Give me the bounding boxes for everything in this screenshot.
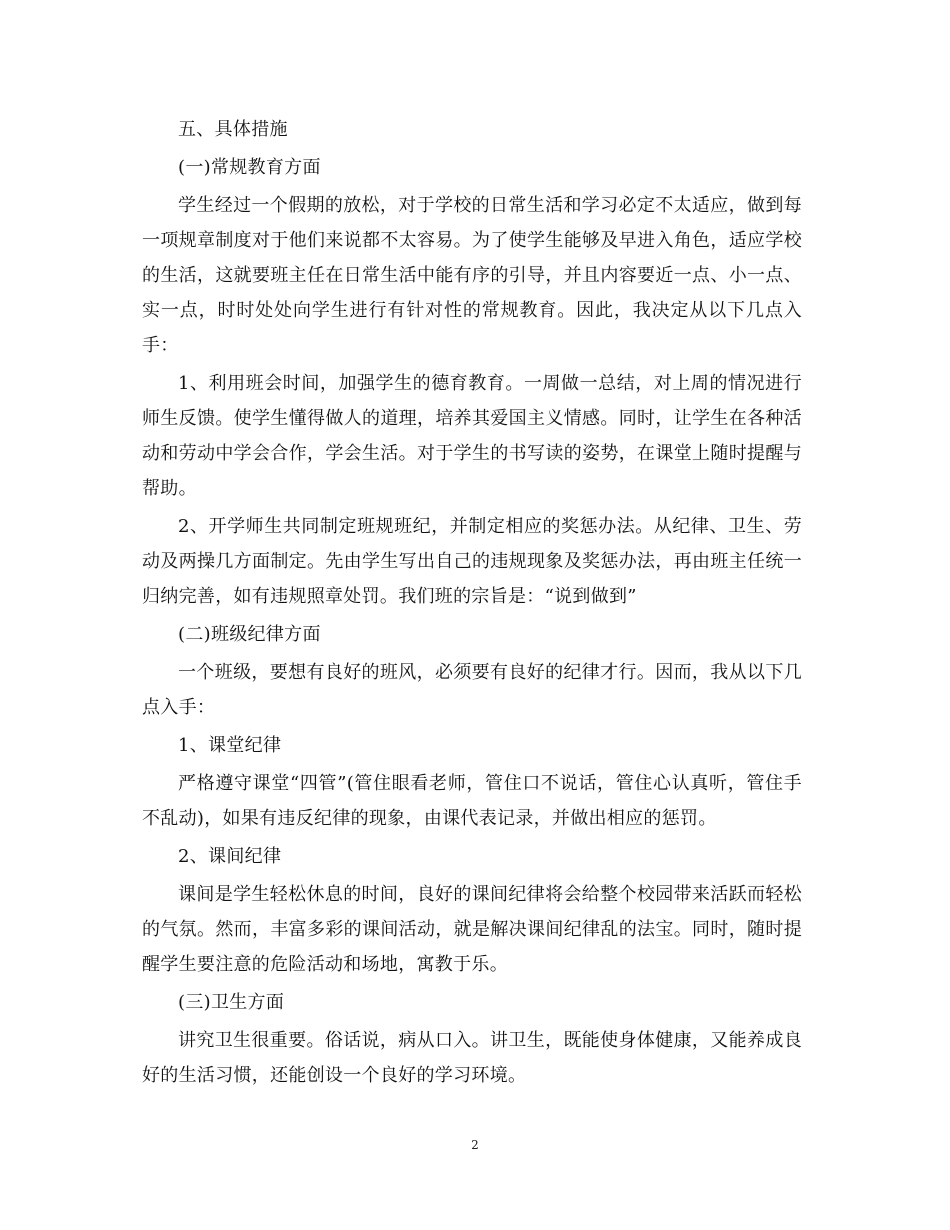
paragraph-classroom-discipline: 严格遵守课堂“四管”(管住眼看老师，管住口不说话，管住心认真听，管住手不乱动)，如果有违反纪律的现象，由课代表记录，并做出相应的惩罚。 <box>142 773 802 829</box>
paragraph-break-discipline: 课间是学生轻松休息的时间，良好的课间纪律将会给整个校园带来活跃而轻松的气氛。然而，丰富多彩的课间活动，就是解决课间纪律乱的法宝。同时，随时提醒学生要注意的危险活动和场地，寓教于乐。 <box>142 884 802 975</box>
item-heading-classroom-discipline: 1、课堂纪律 <box>178 735 282 756</box>
subheading-routine-education: (一)常规教育方面 <box>178 157 321 178</box>
paragraph-item-class-meeting: 1、利用班会时间，加强学生的德育教育。一周做一总结，对上周的情况进行师生反馈。使学生懂得做人的道理，培养其爱国主义情感。同时，让学生在各种活动和劳动中学会合作，学会生活。对于学生的书写读的姿势，在课堂上随时提醒与帮助。 <box>142 373 802 499</box>
paragraph-hygiene: 讲究卫生很重要。俗话说，病从口入。讲卫生，既能使身体健康，又能养成良好的生活习惯，还能创设一个良好的学习环境。 <box>142 1030 802 1086</box>
document-body <box>142 112 802 1093</box>
page-number: 2 <box>471 1138 479 1152</box>
paragraph-discipline-intro: 一个班级，要想有良好的班风，必须要有良好的纪律才行。因而，我从以下几点入手： <box>142 662 802 718</box>
subheading-class-discipline: (二)班级纪律方面 <box>178 624 321 645</box>
section-heading-measures: 五、具体措施 <box>178 119 288 140</box>
subheading-hygiene: (三)卫生方面 <box>178 992 285 1013</box>
paragraph-routine-intro: 学生经过一个假期的放松，对于学校的日常生活和学习必定不太适应，做到每一项规章制度对于他们来说都不太容易。为了使学生能够及早进入角色，适应学校的生活，这就要班主任在日常生活中能有序的引导，并且内容要近一点、小一点、实一点，时时处处向学生进行有针对性的常规教育。因此，我决定从以下几点入手： <box>142 195 802 356</box>
item-heading-break-discipline: 2、课间纪律 <box>178 846 282 867</box>
paragraph-item-class-rules: 2、开学师生共同制定班规班纪，并制定相应的奖惩办法。从纪律、卫生、劳动及两操几方面制定。先由学生写出自己的违规现象及奖惩办法，再由班主任统一归纳完善，如有违规照章处罚。我们班的宗旨是：“说到做到” <box>142 516 802 607</box>
